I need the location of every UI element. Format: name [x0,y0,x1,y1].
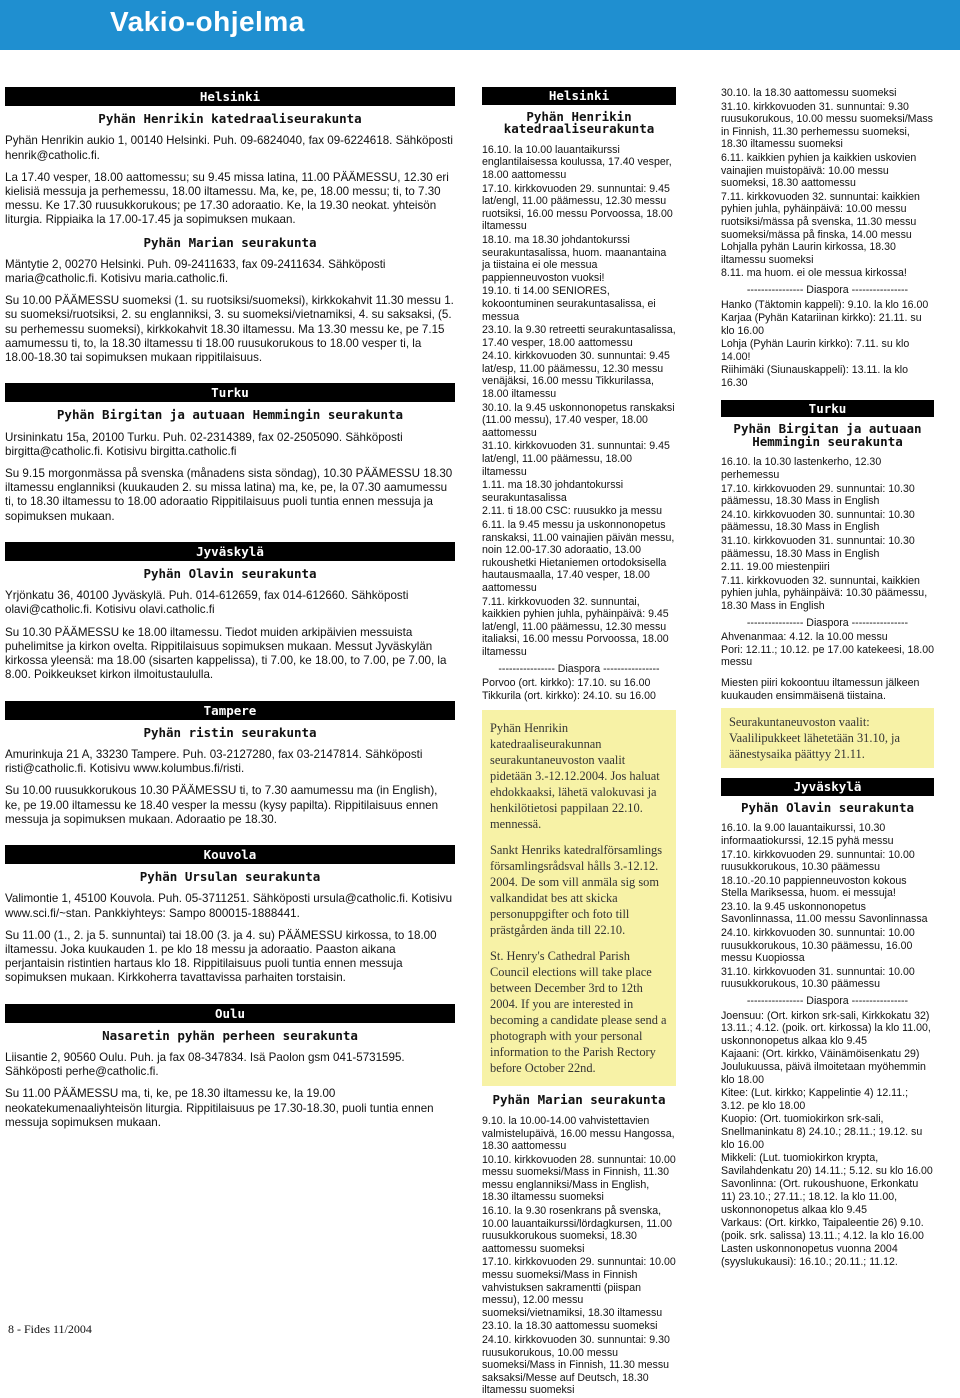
list-item: 23.10. la 9.30 retreetti seurakuntasalissa, 17.40 vesper, 18.00 aattomessu [482,324,676,349]
list-item: Kuopio: (Ort. tuomiokirkon srk-sali, Snellmaninkatu 8) 24.10.; 28.11.; 19.12. su klo 16.00 [721,1113,923,1151]
list-item: 2.11. 19.00 miestenpiiri [721,561,830,574]
diaspora-list [721,631,934,669]
list-item: 9.10. la 10.00-14.00 vahvistettavien valmistelupäivä, 16.00 messu Hangossa, 18.30 aattomessu [482,1114,675,1153]
list-item: Savonlinna: (Ort. rukoushuone, Erkonkatu 11) 23.10.; 27.11.; 18.12. la klo 11.00, uskonnonopetus alkaa klo 9.45 [721,1178,919,1216]
right-column [721,87,934,1270]
event-list [721,822,934,991]
list-item: Pori: 12.11.; 10.12. pe 17.00 katekeesi, 18.00 messu [721,643,935,669]
list-item: 24.10. kirkkovuoden 30. sunnuntai: 9.30 ruusukorukous, 10.00 messu suomeksi/Mass in Finnish, 11.30 messu saksaksi/Messe auf Deutsch, 18.30 iltamessu suomeksi [482,1334,670,1397]
list-item: 16.10. la 9.30 rosenkrans på svenska, 10.00 lauantaikurssi/lördagkursen, 11.00 ruusukkorukous suomeksi, 18.30 aattomessu suomeksi [482,1205,673,1255]
election-note: Seurakuntaneuvoston vaalit: Vaalilipukkeet lähetetään 31.10, ja äänestysaika päättyy 21.11. [721,708,934,768]
notice-finnish: Pyhän Henrikin katedraaliseurakunnan seurakuntaneuvoston vaalit pidetään 3.-12.12.2004. Jos haluat ehdokkaaksi, lähetä valokuvasi ja henkilötietosi pappilaan 22.10. mennessä. [490,721,660,832]
list-item: Joensuu: (Ort. kirkon srk-sali, Kirkkokatu 32) 13.11.; 4.12. (poik. ort. kirkossa) la klo 11.00, uskonnonopetus alkaa klo 9.45 [721,1009,931,1047]
page-title: Vakio-ohjelma [110,6,305,37]
section-title: Pyhän ristin seurakunta [143,724,317,740]
list-item: 17.10. kirkkovuoden 29. sunnuntai: 10.00 messu suomeksi/Mass in Finnish vahvistuksen sakramentti (piispan messu), 12.00 messu suomeksi/vietnamiksi, 18.30 iltamessu [482,1256,676,1319]
list-item: 24.10. kirkkovuoden 30. sunnuntai: 10.30 päämessu, 18.30 Mass in English [721,508,915,534]
address-text: Pyhän Henrikin aukio 1, 00140 Helsinki. Puh. 09-6824040, fax 09-6224618. Sähköposti henrik@catholic.fi. [5,134,453,162]
diaspora-list [721,299,934,390]
note-text: Miesten piiri kokoontuu iltamessun jälkeen kuukauden ensimmäisenä tiistaina. [721,676,920,702]
section-title: Pyhän Birgitan ja autuaan Hemmingin seurakunta [56,407,404,423]
list-item: 16.10. la 9.00 lauantaikurssi, 10.30 informaatiokurssi, 12.15 pyhä messu [721,822,894,847]
section-bar-turku: Turku [5,383,455,402]
list-item: 18.10. ma 18.30 johdantokurssi seurakuntasalissa, huom. maanantaina ja tiistaina ei ole messua pappienneuvoston vuoksi! [482,233,667,284]
address-text: Mäntytie 2, 00270 Helsinki. Puh. 09-2411633, fax 09-2411634. Sähköposti maria@catholic.fi. Kotisivu maria.catholic.fi. [5,257,386,286]
diaspora-divider: ---------------- Diaspora ---------------- [746,995,909,1008]
section-title: Pyhän Marian seurakunta [492,1092,666,1108]
notice-box [482,710,676,1086]
schedule-text: Su 11.00 (1., 2. ja 5. sunnuntai) tai 18.00 (3. ja 4. su) PÄÄMESSU kirkossa, to 18.00 iltamessu. Joka kuukauden 1. pe klo 18 messu ja adoraatio. Paaston aikana perjantaisin ristintien hartaus klo 18. Rippitilaisuus puoli tuntia ennen messuja sopimuksen mukaan. Kirkkoherra tavattavissa parhaiten torstaisin. [5,928,437,985]
list-item: 7.11. kirkkovuoden 32. sunnuntai: kaikkien pyhien juhla, pyhäinpäivä: 10.00 messu ruotsiksi/mässa på svenska, 11.30 messu suomeksi/mässa på finska, 14.00 messu Lohjalla pyhän Laurin kirkossa, 18.30 iltamessu suomeksi [721,190,920,266]
list-item: 16.10. la 10.30 lastenkerho, 12.30 perhemessu [721,456,882,482]
section-bar-helsinki: Helsinki [5,87,455,106]
list-item: 31.10. kirkkovuoden 31. sunnuntai: 9.30 ruusukorukous, 10.00 messu suomeksi/Mass in Finnish, 11.30 perhemessu suomeksi, 18.30 iltamessu suomeksi [721,100,933,151]
list-item: 23.10. la 9.45 uskonnonopetus Savonlinnassa, 11.00 messu Savonlinnassa [721,900,928,926]
diaspora-divider: ---------------- Diaspora ---------------- [746,283,909,296]
schedule-text: Su 9.15 morgonmässa på svenska (månadens sista söndag), 10.30 PÄÄMESSU 18.30 iltamessu englanniksi (kuukauden 2. su missa latina) ma, ke, pe, la 07.30 aamumessu ti, to 18.30 iltamessu to 18.00 adoraatio Rippitilaisuus puoli tuntia ennen messuja ja sopimuksen mukaan. [5,467,453,523]
section-title: Pyhän Ursulan seurakunta [139,869,321,885]
page-footer: 8 - Fides 11/2004 [8,1322,92,1336]
list-item: 31.10. kirkkovuoden 31. sunnuntai: 10.30 päämessu, 18.30 Mass in English [721,535,915,560]
address-text: Ursininkatu 15a, 20100 Turku. Puh. 02-2314389, fax 02-2505090. Sähköposti birgitta@catholic.fi. Kotisivu birgitta.catholic.fi [5,430,403,458]
list-item: 19.10. ti 14.00 SENIORES, kokoontuminen seurakuntasalissa, ei messua [482,285,656,323]
section-title: Pyhän Henrikin katedraaliseurakunta [98,111,362,127]
section-bar-oulu: Oulu [5,1004,455,1023]
section-title: Pyhän Henrikin katedraaliseurakunta [503,108,655,137]
list-item: Riihimäki (Siunauskappeli): 13.11. la klo 16.30 [721,364,909,390]
list-item: 16.10. la 10.00 lauantaikurssi englantilaisessa koulussa, 17.40 vesper, 18.00 aattomessu [482,143,672,181]
list-item: 7.11. kirkkovuoden 32. sunnuntai, kaikkien pyhien juhla, pyhäinpäivä: 10.30 päämessu, 18.30 Mass in English [721,574,928,612]
list-item: 7.11. kirkkovuoden 32. sunnuntai, kaikkien pyhien juhla, pyhäinpäivä: 9.45 lat/engl, 11.00 päämessu, 12.30 messu italiaksi, 16.00 messu Porvoossa, 18.00 iltamessu [482,595,669,658]
schedule-text: La 17.40 vesper, 18.00 aattomessu; su 9.45 missa latina, 11.00 PÄÄMESSU, 12.30 eri kielisiä messuja ja perhemessu, 18.00 iltamessu. Ma, ke, pe, 18.00 messu; ti, to 7.30 messu. Ke 17.30 ruusukkorukous; pe 17.30 adoraatio. Ke, la 19.30 neokat. yhteisön liturgia. Rippiaika la 17.00-17.45 ja sopimuksen mukaan. [5,170,449,227]
list-item: Ahvenanmaa: 4.12. la 10.00 messu [721,631,888,644]
address-text: Liisantie 2, 90560 Oulu. Puh. ja fax 08-347834. Isä Paolon gsm 041-5731595. Sähköposti perhe@catholic.fi. [5,1050,405,1079]
event-list [482,144,676,659]
list-item: Varkaus: (Ort. kirkko, Taipaleentie 26) 9.10.(poik. srk. salissa) 13.11.; 4.12. la klo 16.00 [721,1217,924,1242]
list-item: Lasten uskonnonopetus vuonna 2004 (syyslukukausi): 16.10.; 20.11.; 11.12. [721,1243,898,1268]
list-item: 17.10. kirkkovuoden 29. sunnuntai: 10.30 päämessu, 18.30 Mass in English [721,482,915,508]
list-item: Hanko (Täktomin kappeli): 9.10. la klo 16.00 [721,298,929,311]
event-list [721,87,934,280]
section-title: Pyhän Birgitan ja autuaan Hemmingin seurakunta [733,421,922,449]
list-item: 2.11. ti 18.00 CSC: ruusukko ja messu [482,505,662,518]
list-item: Karjaa (Pyhän Katariinan kirkko): 21.11. su klo 16.00 [721,312,922,337]
left-column [5,87,455,1138]
schedule-text: Su 10.00 ruusukkorukous 10.30 PÄÄMESSU ti, to 7.30 aamumessu ma (in English), ke, pe 19.00 iltamessu ke 18.40 vesper la messu (kysy papilta). Rippitilaisuus ennen messuja ja sopimuksen mukaan. Adoraatio pe 18.30. [5,784,439,826]
diaspora-divider: ---------------- Diaspora ---------------- [746,616,909,629]
list-item: 17.10. kirkkovuoden 29. sunnuntai: 9.45 lat/engl, 11.00 päämessu, 12.30 messu ruotsiksi, 16.00 messu Porvoossa, 18.00 iltamessu [482,182,673,233]
section-bar-kouvola: Kouvola [5,845,455,864]
list-item: 17.10. kirkkovuoden 29. sunnuntai: 10.00 ruusukkorukous, 10.30 päämessu [721,848,915,874]
list-item: 8.11. ma huom. ei ole messua kirkossa! [721,267,907,280]
list-item: 30.10. la 9.45 uskonnonopetus ranskaksi (11.00 messu), 17.40 vesper, 18.00 aattomessu [482,401,675,439]
list-item: 24.10. kirkkovuoden 30. sunnuntai: 10.00 ruusukkorukous, 10.30 päämessu, 16.00 messu Kuopiossa [721,927,915,965]
section-title: Pyhän Olavin seurakunta [740,799,915,815]
list-item: 30.10. la 18.30 aattomessu suomeksi [721,87,897,99]
list-item: 23.10. la 18.30 aattomessu suomeksi [482,1320,658,1333]
list-item: 18.10.-20.10 pappienneuvoston kokous Stella Mariksessa, huom. ei messuja! [721,874,907,900]
address-text: Yrjönkatu 36, 40100 Jyväskylä. Puh. 014-612659, fax 014-612660. Sähköposti olavi@catholic.fi. Kotisivu olavi.catholic.fi [5,589,409,617]
list-item: 31.10. kirkkovuoden 31. sunnuntai: 9.45 lat/engl, 11.00 päämessu, 18.00 iltamessu [482,440,670,478]
section-title: Nasaretin pyhän perheen seurakunta [102,1027,358,1043]
list-item: 31.10. kirkkovuoden 31. sunnuntai: 10.00 ruusukkorukous, 10.30 päämessu [721,965,915,991]
address-text: Amurinkuja 21 A, 33230 Tampere. Puh. 03-2127280, fax 03-2147814. Sähköposti risti@catholic.fi. Kotisivu www.kolumbus.fi/risti. [5,747,423,776]
schedule-text: Su 10.00 PÄÄMESSU suomeksi (1. su ruotsiksi/suomeksi), kirkkokahvit 11.30 messu 1. su suomeksi/ruotsiksi, 2. su englanniksi, 3. su suomeksi/vietnamiksi, 4. su saksaksi, (5. su perhemessu suomeksi), kirkkokahvit 18.30 iltamessu. Ma 13.30 messu ke, pe 7.15 aamumessu ti, to, la 18.30 iltamessu ti 18.00 ruusukorukous to 18.00 vesper ti, la 18.00-18.30 tai sopimuksen mukaan rippitilaisuus. [5,294,454,365]
event-list [721,456,934,612]
list-item: 1.11. ma 18.30 johdantokurssi seurakuntasalissa [482,479,624,504]
event-list [482,1115,676,1397]
list-item: Kajaani: (Ort. kirkko, Väinämöisenkatu 29) Joulukuussa, päivä ilmoitetaan myöhemmin klo 18.00 [721,1048,926,1086]
list-item: Kitee: (Lut. kirkko; Kappelintie 4) 12.11.; 3.12. pe klo 18.00 [721,1087,909,1112]
list-item: 10.10. kirkkovuoden 28. sunnuntai: 10.00 messu suomeksi/Mass in Finnish, 11.30 messu englanniksi/Mass in English, 18.30 iltamessu suomeksi [482,1153,676,1204]
list-item: Mikkeli: (Lut. tuomiokirkon krypta, Savilahdenkatu 20) 14.11.; 5.12. su klo 16.00 [721,1152,933,1177]
middle-column [482,87,676,1398]
list-item: Porvoo (ort. kirkko): 17.10. su 16.00 [482,677,651,690]
list-item: Lohja (Pyhän Laurin kirkko): 7.11. su klo 14.00! [721,338,910,363]
list-item: Tikkurila (ort. kirkko): 24.10. su 16.00 [482,689,656,702]
header-banner [0,0,960,50]
section-bar-turku: Turku [721,400,934,418]
list-item: 24.10. kirkkovuoden 30. sunnuntai: 9.45 lat/esp, 11.00 päämessu, 12.30 messu venäjäksi, 16.00 messu Tikkurilassa, 18.00 iltamessu [482,350,670,401]
section-bar-jyvaskyla: Jyväskylä [5,542,455,561]
list-item: 6.11. kaikkien pyhien ja kaikkien uskovien vainajien muistopäivä: 10.00 messu suomeksi, 18.30 aattomessu [721,151,917,190]
diaspora-divider: ---------------- Diaspora ---------------- [498,662,660,675]
schedule-text: Su 11.00 PÄÄMESSU ma, ti, ke, pe 18.30 iltamessu ke, la 19.00 neokatekumenaaliyhteisön liturgia. Rippitilaisuus pe 17.30-18.30, puoli tuntia ennen messuja sopimuksen mukaan. [5,1087,434,1129]
notice-swedish: Sankt Henriks katedralförsamlings församlingsrådsval hålls 3.-12.12. 2004. De som vill anmäla sig som valkandidat bes att skicka personuppgifter och foto till prästgården ända till 22.10. [490,843,663,938]
diaspora-list [482,677,676,702]
section-title: Pyhän Marian seurakunta [143,234,317,250]
notice-english: St. Henry's Cathedral Parish Council elections will take place between December 3rd to 12th 2004. If you are interested in becoming a candidate please send a photograph with your personal information to the Parish Rectory before October 22nd. [490,949,667,1076]
section-title: Pyhän Olavin seurakunta [143,566,317,582]
section-bar-jyvaskyla: Jyväskylä [721,778,934,796]
schedule-text: Su 10.30 PÄÄMESSU ke 18.00 iltamessu. Tiedot muiden arkipäivien messuista puhelimitse ja kirkon ovelta. Rippitilaisuus sopimuksen mukaan. Messut Jyväskylän kirkossa yleensä: ma 18.00 (sisarten kappelissa), ti 7.00, ke 18.00, to 7.00, pe 7.00, la 8.00. Poikkeukset kirkon ilmoitustaululla. [5,625,447,682]
address-text: Valimontie 1, 45100 Kouvola. Puh. 05-3711251. Sähköposti ursula@catholic.fi. Kotisivu www.sci.fi/~stan. Pankkiyhteys: Sampo 800015-1888441. [5,892,453,920]
diaspora-list [721,1010,934,1269]
section-bar-tampere: Tampere [5,701,455,720]
section-bar-helsinki: Helsinki [482,87,676,105]
list-item: 6.11. la 9.45 messu ja uskonnonopetus ranskaksi, 11.00 vainajien päivän messu, noin 12.00-17.30 adoraatio, 13.00 rukoushetki Hietaniemen ortodoksisella hautausmaalla, 17.40 vesper, 18.00 aattomessu [482,519,675,594]
